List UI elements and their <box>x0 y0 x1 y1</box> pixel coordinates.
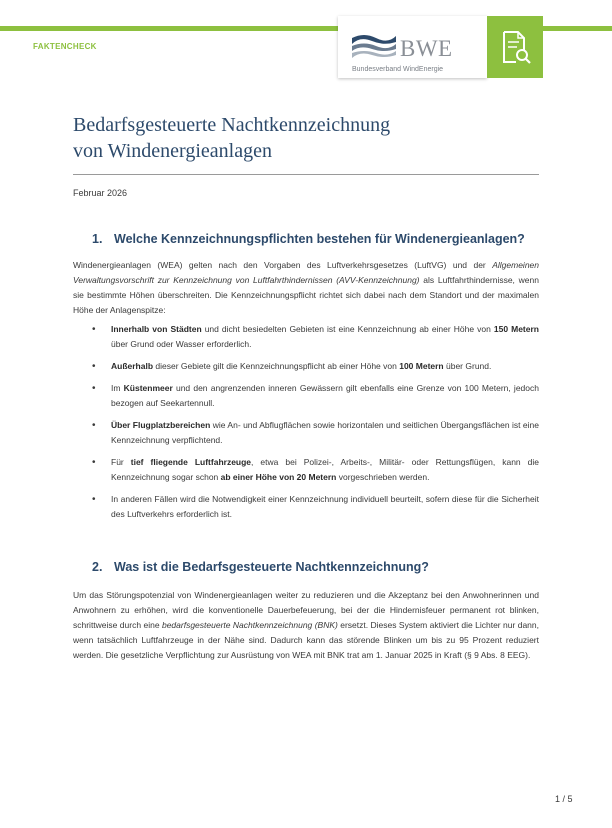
list-item <box>73 322 539 352</box>
bullet-text: wie An- und Abflugflächen sowie horizontalen und seitlichen Übergangsflächen ist eine Kennzeichnung verpflichtend. <box>111 420 540 445</box>
height-rules-list <box>73 322 539 529</box>
title-line-2: von Windenergieanlagen <box>73 140 272 162</box>
bwe-logo-subtitle: Bundesverband WindEnergie <box>352 66 444 73</box>
list-item <box>73 359 539 374</box>
title-divider <box>73 174 539 175</box>
bullet-text: und den angrenzenden inneren Gewässern gilt ebenfalls eine Grenze von 100 Metern, jedoch bezogen auf Seekartennull. <box>111 383 539 408</box>
list-item <box>73 455 539 485</box>
bullet-text: über Grund oder Wasser erforderlich. <box>111 339 252 349</box>
section-1-title: Welche Kennzeichnungspflichten bestehen für Windenergieanlagen? <box>114 232 525 246</box>
page-title <box>73 112 390 164</box>
section-2-heading <box>92 560 429 574</box>
bullet-bold: Über Flugplatzbereichen <box>111 420 211 430</box>
intro-text-2: als Luftfahrthindernisse, wenn sie bestimmte Höhen überschreiten. Die Kennzeichnungspflicht richtet sich dabei nach dem Standort und der maximalen Höhe der Anlagenspitze: <box>73 275 539 315</box>
section-1-intro <box>73 258 539 318</box>
document-search-icon <box>500 30 532 66</box>
bwe-logo-wordmark: BWE <box>400 36 453 61</box>
bullet-bold: Innerhalb von Städten <box>111 324 202 334</box>
intro-italic-avv: Allgemeinen Verwaltungsvorschrift zur Kennzeichnung von Luftfahrthindernissen (AVV-Kennzeichnung) <box>73 260 539 285</box>
bullet-text: In anderen Fällen wird die Notwendigkeit einer Kennzeichnung individuell beurteilt, sofern diese für die Sicherheit des Luftverkehrs erforderlich ist. <box>111 494 539 519</box>
intro-text-1: Windenergieanlagen (WEA) gelten nach den Vorgaben des Luftverkehrsgesetzes (LuftVG) und der <box>73 260 493 270</box>
bwe-logo-waves-icon <box>350 32 398 60</box>
section-2-paragraph <box>73 588 539 663</box>
page-number: 1 / 5 <box>555 794 573 804</box>
list-item <box>73 381 539 411</box>
bullet-bold: Küstenmeer <box>123 383 173 393</box>
bullet-text: über Grund. <box>443 361 492 371</box>
bullet-text: Für <box>111 457 131 467</box>
bullet-bold: Außerhalb <box>111 361 154 371</box>
bnk-text-1: Um das Störungspotenzial von Windenergieanlagen weiter zu reduzieren und die Akzeptanz bei den Anwohnerinnen und Anwohnern zu erhöhen, wird die konventionelle Dauerbefeuerung, bei der die Hindernisfeuer permanent rot blinken, schrittweise durch eine <box>73 590 539 630</box>
list-item <box>73 492 539 522</box>
section-2-number: 2. <box>92 560 103 574</box>
bullet-text: und dicht besiedelten Gebieten ist eine Kennzeichnung ab einer Höhe von <box>201 324 494 334</box>
bullet-text: Im <box>111 383 124 393</box>
title-line-1: Bedarfsgesteuerte Nachtkennzeichnung <box>73 114 391 136</box>
bnk-italic: bedarfsgesteuerte Nachtkennzeichnung (BNK) <box>161 620 338 630</box>
factcheck-label: FAKTENCHECK <box>33 42 97 51</box>
section-1-number: 1. <box>92 232 103 246</box>
bullet-bold: ab einer Höhe von 20 Metern <box>220 472 337 482</box>
bullet-text: dieser Gebiete gilt die Kennzeichnungspflicht ab einer Höhe von <box>153 361 400 371</box>
publication-date: Februar 2026 <box>73 188 128 198</box>
bullet-text: , etwa bei Polizei-, Arbeits-, Militär- oder Rettungsflügen, kann die Kennzeichnung sogar schon <box>111 457 539 482</box>
bnk-text-2: ersetzt. Dieses System aktiviert die Lichter nur dann, wenn tatsächlich Luftfahrzeuge in der Nähe sind. Dadurch kann das störende Blinken um bis zu 95 Prozent reduziert werden. Die gesetzliche Verpflichtung zur Ausrüstung von WEA mit BNK trat am 1. Januar 2025 in Kraft (§ 9 Abs. 8 EEG). <box>73 620 539 660</box>
section-2-title: Was ist die Bedarfsgesteuerte Nachtkennzeichnung? <box>114 560 429 574</box>
bullet-bold: 150 Metern <box>493 324 539 334</box>
section-1-heading <box>92 232 525 246</box>
bullet-bold: 100 Metern <box>399 361 444 371</box>
bullet-bold: tief fliegende Luftfahrzeuge <box>130 457 252 467</box>
list-item <box>73 418 539 448</box>
bullet-text: vorgeschrieben werden. <box>336 472 430 482</box>
